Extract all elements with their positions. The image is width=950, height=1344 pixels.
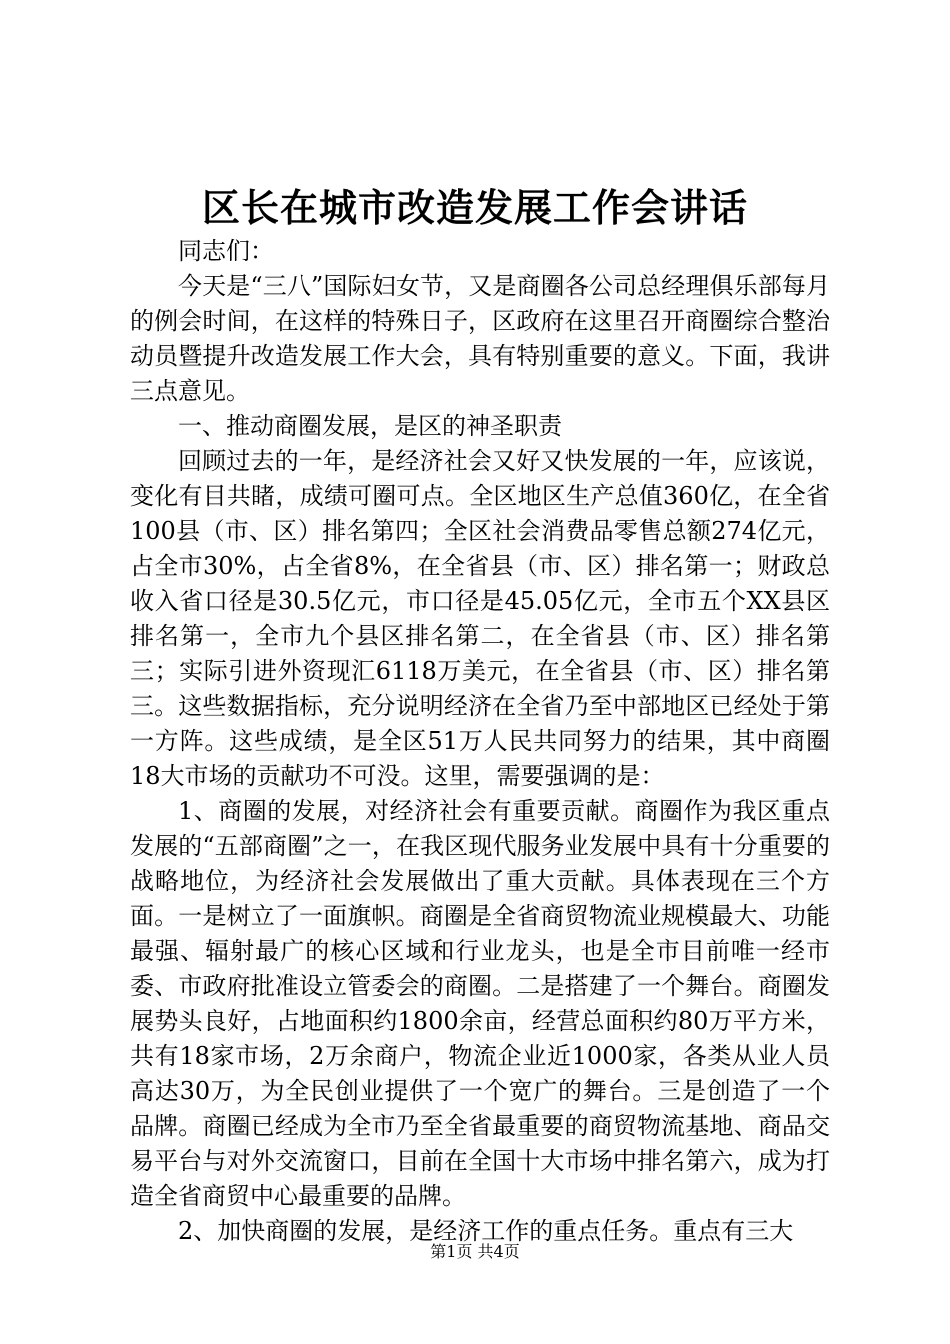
salutation-paragraph: 同志们： — [178, 237, 274, 265]
page-footer: 第1页 共4页 — [430, 1242, 520, 1261]
intro-paragraph: 今天是“三八”国际妇女节，又是商圈各公司总经理俱乐部每月的例会时间，在这样的特殊日子，区政府在这里召开商圈综合整治动员暨提升改造发展工作大会，具有特别重要的意义。下面，我讲三点意见。 — [130, 272, 830, 405]
document-title: 区长在城市改造发展工作会讲话 — [201, 186, 748, 230]
document-body — [130, 234, 830, 1249]
review-paragraph: 回顾过去的一年，是经济社会又好又快发展的一年，应该说，变化有目共睹，成绩可圈可点。全区地区生产总值360亿，在全省100县（市、区）排名第四；全区社会消费品零售总额274亿元，占全市30%，占全省8%，在全省县（市、区）排名第一；财政总收入省口径是30.5亿元，市口径是45.05亿元，全市五个XX县区排名第一，全市九个县区排名第二，在全省县（市、区）排名第三；实际引进外资现汇6118万美元，在全省县（市、区）排名第三。这些数据指标，充分说明经济在全省乃至中部地区已经处于第一方阵。这些成绩，是全区51万人民共同努力的结果，其中商圈18大市场的贡献功不可没。这里，需要强调的是： — [130, 447, 830, 790]
section-heading: 一、推动商圈发展，是区的神圣职责 — [178, 412, 562, 440]
point-one-paragraph: 1、商圈的发展，对经济社会有重要贡献。商圈作为我区重点发展的“五部商圈”之一，在我区现代服务业发展中具有十分重要的战略地位，为经济社会发展做出了重大贡献。具体表现在三个方面。一是树立了一面旗帜。商圈是全省商贸物流业规模最大、功能最强、辐射最广的核心区域和行业龙头，也是全市目前唯一经市委、市政府批准设立管委会的商圈。二是搭建了一个舞台。商圈发展势头良好，占地面积约1800余亩，经营总面积约80万平方米，共有18家市场，2万余商户，物流企业近1000家，各类从业人员高达30万，为全民创业提供了一个宽广的舞台。三是创造了一个品牌。商圈已经成为全市乃至全省最重要的商贸物流基地、商品交易平台与对外交流窗口，目前在全国十大市场中排名第六，成为打造全省商贸中心最重要的品牌。 — [130, 797, 830, 1210]
point-two-paragraph: 2、加快商圈的发展，是经济工作的重点任务。重点有三大 — [178, 1217, 794, 1245]
